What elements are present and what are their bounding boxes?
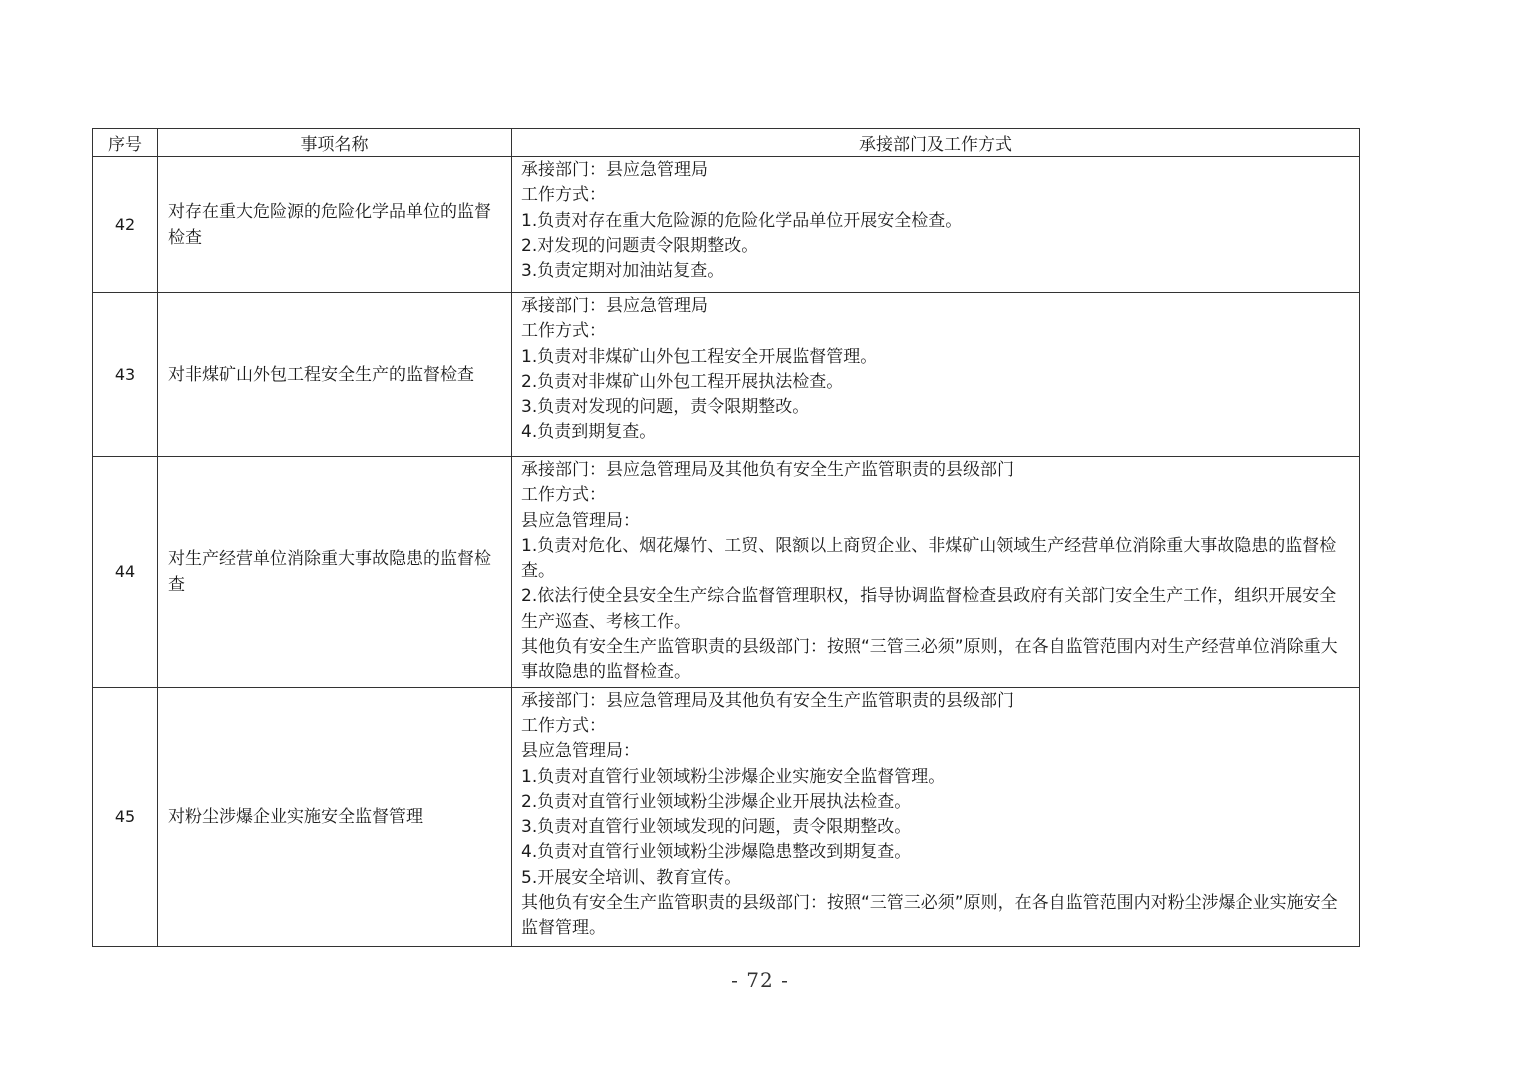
matter-name: 对非煤矿山外包工程安全生产的监督检查: [158, 293, 512, 457]
department-and-method: [512, 157, 1360, 293]
header-desc: 承接部门及工作方式: [512, 129, 1360, 157]
department-and-method: [512, 457, 1360, 688]
desc-line: 1.负责对直管行业领域粉尘涉爆企业实施安全监督管理。: [521, 766, 946, 787]
desc-line: 县应急管理局：: [521, 510, 640, 531]
desc-line: 承接部门：县应急管理局: [521, 160, 708, 180]
desc-line: 3.负责定期对加油站复查。: [521, 261, 725, 282]
matter-name: 对粉尘涉爆企业实施安全监督管理: [158, 687, 512, 946]
desc-line: 工作方式：: [521, 485, 606, 506]
desc-line: 5.开展安全培训、教育宣传。: [521, 867, 742, 888]
row-number: 42: [93, 157, 158, 293]
desc-line: 3.负责对直管行业领域发现的问题，责令限期整改。: [521, 817, 912, 838]
desc-line: 2.依法行使全县安全生产综合监督管理职权，指导协调监督检查县政府有关部门安全生产工作，组织开展安全生产巡查、考核工作。: [521, 586, 1337, 632]
header-name: 事项名称: [158, 129, 512, 157]
desc-line: 承接部门：县应急管理局及其他负有安全生产监管职责的县级部门: [521, 690, 1014, 711]
desc-line: 1.负责对存在重大危险源的危险化学品单位开展安全检查。: [521, 210, 963, 231]
desc-line: 工作方式：: [521, 321, 606, 342]
desc-line: 1.负责对非煤矿山外包工程安全开展监督管理。: [521, 346, 878, 367]
desc-line: 其他负有安全生产监管职责的县级部门：按照“三管三必须”原则，在各自监管范围内对生产经营单位消除重大事故隐患的监督检查。: [521, 637, 1338, 683]
desc-line: 其他负有安全生产监管职责的县级部门：按照“三管三必须”原则，在各自监管范围内对粉尘涉爆企业实施安全监督管理。: [521, 893, 1338, 939]
table-header-row: [93, 129, 1360, 157]
desc-line: 承接部门：县应急管理局: [521, 296, 708, 316]
desc-line: 1.负责对危化、烟花爆竹、工贸、限额以上商贸企业、非煤矿山领域生产经营单位消除重大事故隐患的监督检查。: [521, 535, 1337, 582]
row-number: 44: [93, 457, 158, 688]
desc-line: 2.对发现的问题责令限期整改。: [521, 235, 759, 256]
desc-line: 2.负责对非煤矿山外包工程开展执法检查。: [521, 371, 844, 392]
desc-line: 4.负责对直管行业领域粉尘涉爆隐患整改到期复查。: [521, 842, 912, 863]
matters-table: [92, 128, 1360, 947]
desc-line: 工作方式：: [521, 185, 606, 206]
row-number: 43: [93, 293, 158, 457]
matter-name: 对生产经营单位消除重大事故隐患的监督检查: [158, 457, 512, 688]
department-and-method: [512, 293, 1360, 457]
desc-line: 3.负责对发现的问题，责令限期整改。: [521, 397, 810, 418]
desc-line: 县应急管理局：: [521, 741, 640, 762]
desc-line: 承接部门：县应急管理局及其他负有安全生产监管职责的县级部门: [521, 460, 1014, 480]
row-number: 45: [93, 687, 158, 946]
desc-line: 2.负责对直管行业领域粉尘涉爆企业开展执法检查。: [521, 791, 912, 812]
desc-line: 工作方式：: [521, 715, 606, 736]
table-row: [93, 157, 1360, 293]
table-row: [93, 457, 1360, 688]
page-number: - 72 -: [731, 968, 789, 992]
table-row: [93, 293, 1360, 457]
table-row: [93, 687, 1360, 946]
matter-name: 对存在重大危险源的危险化学品单位的监督检查: [158, 157, 512, 293]
header-no: 序号: [93, 129, 158, 157]
department-and-method: [512, 687, 1360, 946]
desc-line: 4.负责到期复查。: [521, 422, 657, 443]
